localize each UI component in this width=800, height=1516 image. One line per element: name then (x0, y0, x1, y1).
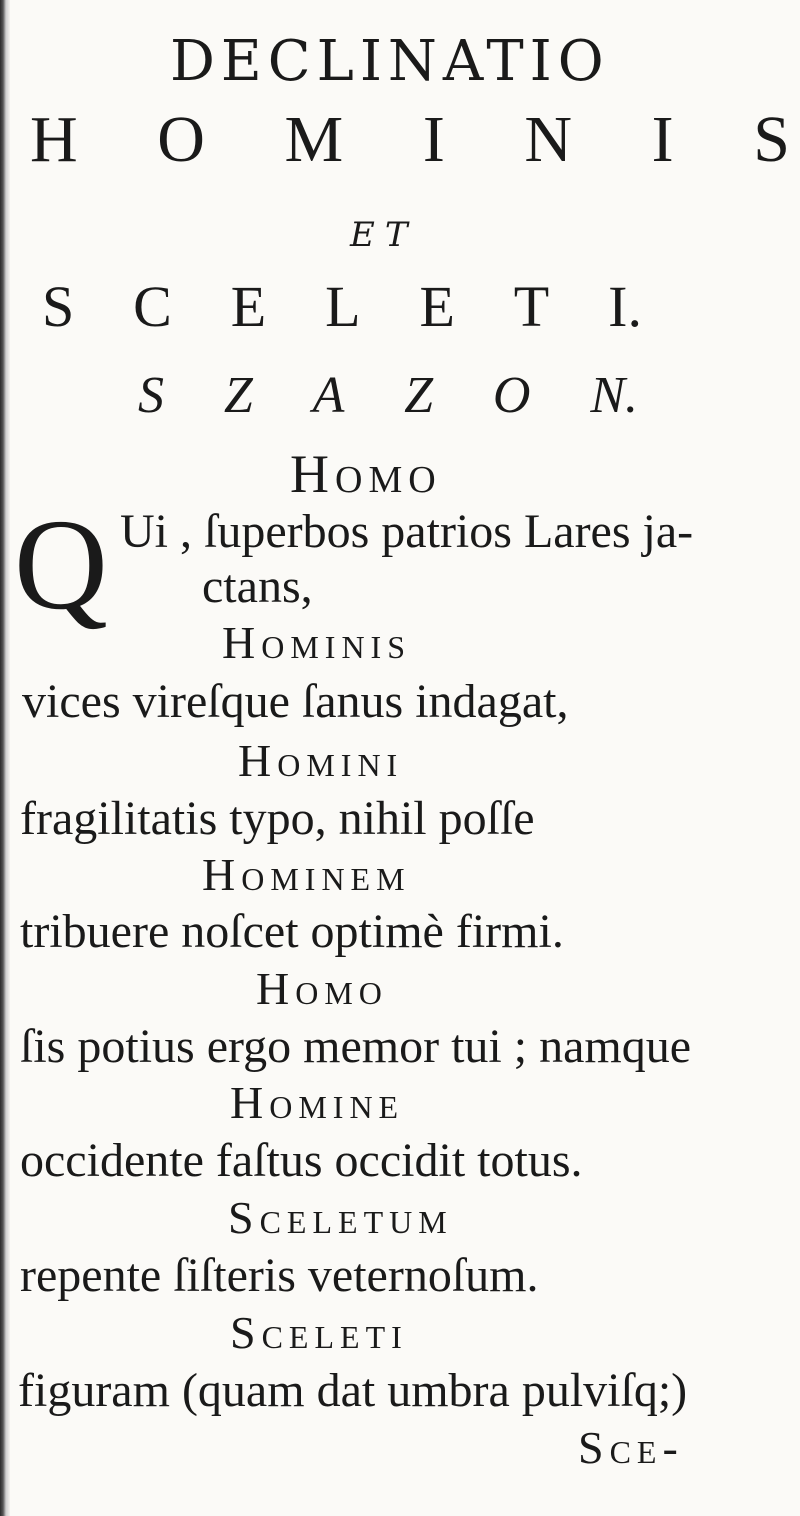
body-line: vices vireſque ſanus indagat, (22, 675, 569, 728)
title-letter: Z (223, 367, 253, 424)
title-letter: A (312, 367, 345, 424)
title-sceleti (42, 274, 642, 339)
heading-hominis: Hominis (222, 617, 412, 668)
title-letter: H (30, 103, 78, 176)
title-letter: I (651, 103, 674, 176)
title-letter: O (157, 103, 205, 176)
title-letter: S (42, 274, 75, 339)
heading-homo: Homo (290, 444, 442, 504)
title-letter: T (513, 274, 550, 339)
heading-homini: Homini (238, 735, 404, 786)
title-letter: S (138, 367, 164, 424)
body-line: Ui , ſuperbos patrios Lares ja- (120, 505, 694, 558)
heading-sceletum: Sceletum (228, 1192, 453, 1243)
body-line: figuram (quam dat umbra pulviſq;) (18, 1364, 688, 1417)
title-letter: E (419, 274, 455, 339)
title-letter: E (230, 274, 267, 339)
heading-sceleti: Sceleti (230, 1307, 408, 1358)
title-letter: I (422, 103, 445, 176)
title-author-szazon (138, 367, 638, 424)
body-line: occidente faſtus occidit totus. (20, 1134, 583, 1187)
catchword: Sce- (578, 1422, 684, 1473)
title-letter: L (325, 274, 361, 339)
title-et: ET (350, 215, 418, 255)
body-line: tribuere noſcet optimè firmi. (20, 905, 564, 958)
drop-cap: Q (14, 493, 108, 637)
title-declinatio: DECLINATIO (170, 29, 610, 94)
title-letter: Z (404, 367, 434, 424)
body-line: repente ſiſteris veternoſum. (20, 1249, 539, 1302)
title-letter: C (133, 274, 172, 339)
title-letter: N. (590, 367, 638, 424)
title-letter: S (753, 103, 790, 176)
title-letter: O (492, 367, 531, 424)
title-letter: N (524, 103, 573, 176)
heading-homine: Homine (230, 1077, 405, 1128)
page-binding-edge (0, 0, 10, 1516)
title-letter: M (284, 103, 344, 176)
body-line: ctans, (202, 560, 313, 613)
body-line: fragilitatis typo, nihil poſſe (20, 792, 535, 845)
heading-homo: Homo (256, 963, 388, 1014)
title-letter: I. (608, 274, 642, 339)
title-hominis (30, 103, 790, 176)
heading-hominem: Hominem (202, 849, 411, 900)
body-line: ſis potius ergo memor tui ; namque (20, 1020, 692, 1073)
